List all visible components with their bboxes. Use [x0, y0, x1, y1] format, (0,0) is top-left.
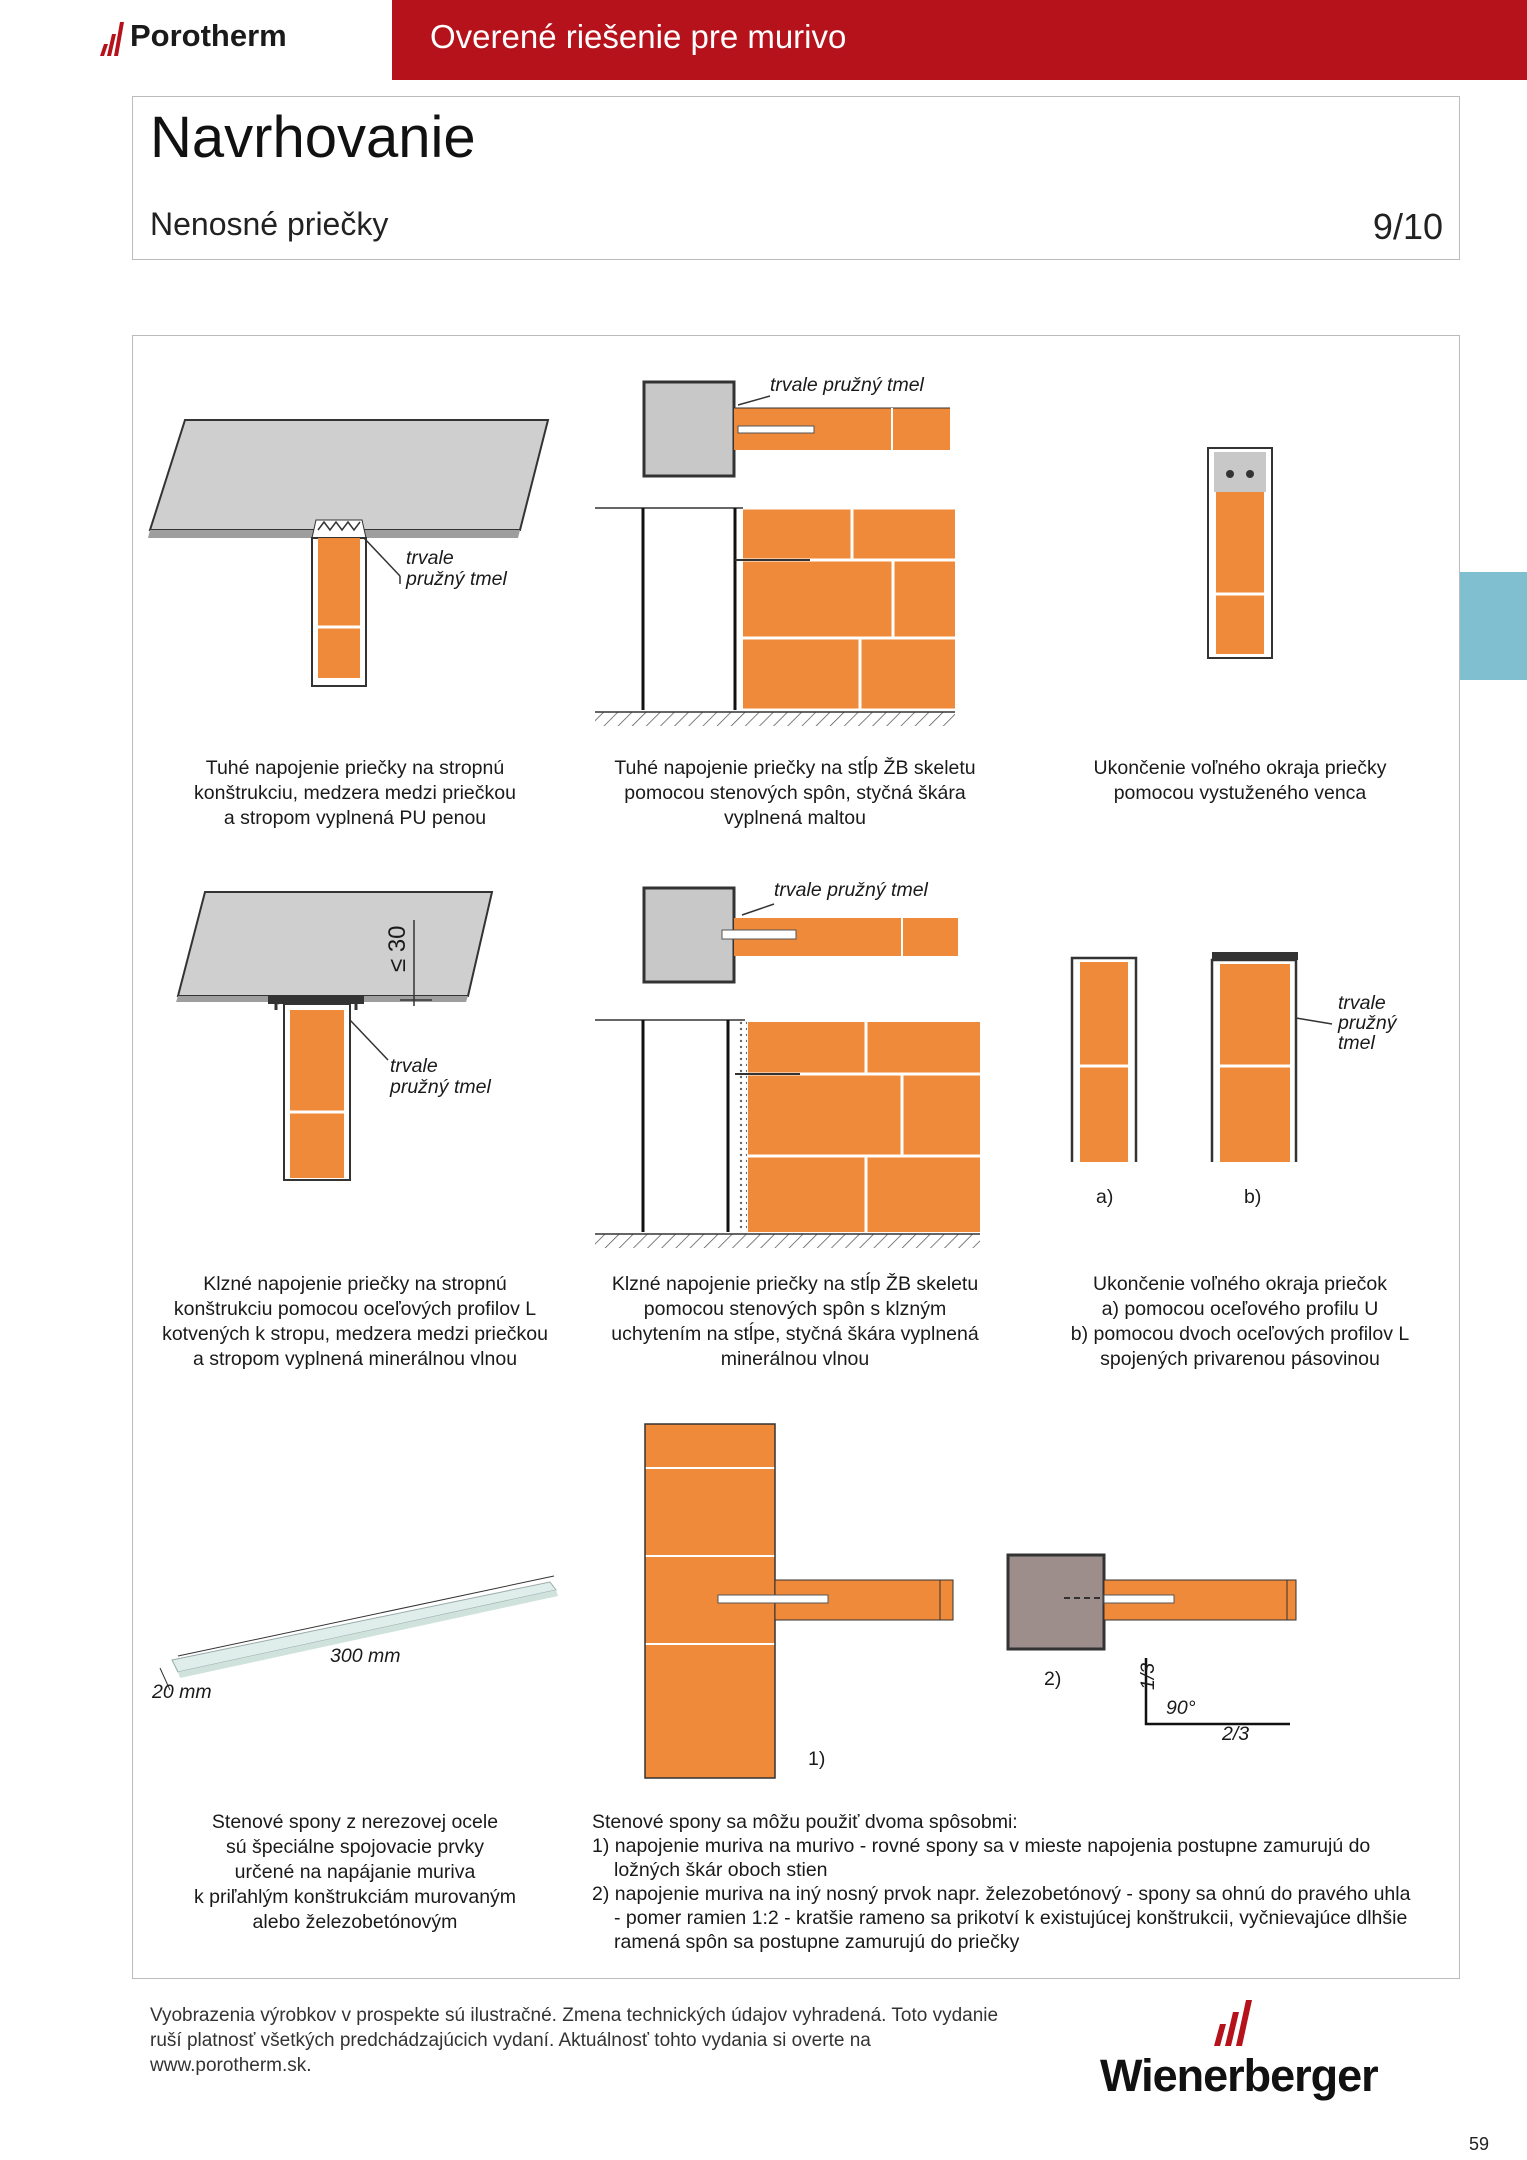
caption-line: pomocou stenových spôn s klzným	[643, 1298, 947, 1320]
caption-line: Tuhé napojenie priečky na stropnú	[205, 757, 505, 779]
label-sealant-6b: pružný	[1338, 1012, 1397, 1034]
caption-line: minerálnou vlnou	[720, 1348, 870, 1370]
usage-intro: Stenové spony sa môžu použiť dvoma spôsobmi:	[592, 1811, 1018, 1833]
caption-line: k priľahlým konštrukciám murovaným	[193, 1886, 517, 1908]
label-method-2: 2)	[1044, 1668, 1062, 1690]
usage-item-2: 2) napojenie muriva na iný nosný prvok napr. železobetónový - spony sa ohnú do pravého uhla	[592, 1883, 1411, 1905]
caption-line: pomocou stenových spôn, styčná škára	[624, 782, 966, 804]
label-sealant-5: trvale pružný tmel	[774, 879, 928, 901]
diagram-sliding-column-joint	[595, 888, 980, 1248]
caption-wall-ties	[160, 1810, 550, 1935]
caption-line: Ukončenie voľného okraja priečky	[1093, 757, 1387, 779]
caption-line: konštrukciu, medzera medzi priečkou	[194, 782, 516, 804]
label-sealant-2: trvale pružný tmel	[770, 374, 924, 396]
diagram-free-edge-ring-beam	[1208, 448, 1272, 658]
caption-line: konštrukciu pomocou oceľových profilov L	[173, 1298, 537, 1320]
page-number: 59	[1468, 2134, 1489, 2154]
diagram-wall-tie-strip	[160, 1576, 558, 1690]
label-sealant-6a: trvale	[1338, 992, 1386, 1014]
label-ratio-short: 1/3	[1137, 1662, 1159, 1690]
caption-line: Tuhé napojenie priečky na stĺp ŽB skeletu	[614, 757, 976, 779]
label-ratio-long: 2/3	[1222, 1723, 1250, 1745]
company-name: Wienerberger	[1100, 2050, 1378, 2101]
caption-rigid-ceiling	[160, 756, 550, 831]
diagram-rigid-column-joint	[595, 382, 955, 726]
diagram-free-edge-profiles	[1072, 952, 1332, 1162]
caption-line: sú špeciálne spojovacie prvky	[226, 1836, 484, 1858]
caption-line: a) pomocou oceľového profilu U	[1101, 1298, 1379, 1320]
label-gap-dimension: ≤ 30	[384, 925, 411, 972]
caption-sliding-ceiling	[145, 1272, 565, 1372]
header-tagline: Overené riešenie pre murivo	[430, 18, 847, 55]
caption-line: Stenové spony z nerezovej ocele	[211, 1811, 499, 1833]
caption-line: a stropom vyplnená minerálnou vlnou	[192, 1348, 518, 1370]
diagram-method-to-concrete	[1008, 1555, 1296, 1724]
caption-line: Klzné napojenie priečky na stĺp ŽB skeletu	[611, 1273, 979, 1295]
caption-line: pomocou vystuženého venca	[1113, 782, 1367, 804]
caption-free-edge-profiles	[1040, 1272, 1440, 1372]
usage-description	[592, 1810, 1452, 1954]
label-angle: 90°	[1166, 1697, 1196, 1719]
label-sealant-4b: pružný tmel	[390, 1076, 491, 1098]
caption-line: kotvených k stropu, medzera medzi priečkou	[162, 1323, 548, 1345]
label-variant-a: a)	[1096, 1186, 1114, 1208]
usage-item-1: 1) napojenie muriva na murivo - rovné spony sa v mieste napojenia postupne zamurujú do	[592, 1835, 1371, 1857]
label-sealant-1b: pružný tmel	[406, 568, 507, 590]
diagram-method-brick-to-brick	[645, 1424, 953, 1778]
caption-sliding-column	[580, 1272, 1010, 1372]
label-sealant-6c: tmel	[1338, 1032, 1375, 1054]
diagram-rigid-ceiling-joint	[148, 420, 548, 686]
caption-line: Ukončenie voľného okraja priečok	[1092, 1273, 1388, 1295]
brand-name: Porotherm	[130, 18, 287, 53]
caption-line: určené na napájanie muriva	[234, 1861, 476, 1883]
footer-disclaimer: Vyobrazenia výrobkov v prospekte sú ilustračné. Zmena technických údajov vyhradená. Toto vydanie ruší platnosť všetkých predchádzajúcich vydaní. Aktuálnosť tohto vydania si overte na www.porotherm.sk.	[150, 2005, 999, 2076]
caption-free-edge-beam	[1050, 756, 1430, 806]
page-title: Navrhovanie	[150, 105, 476, 170]
caption-rigid-column	[580, 756, 1010, 831]
label-sealant-4a: trvale	[390, 1055, 438, 1077]
label-length: 300 mm	[330, 1645, 401, 1667]
caption-line: uchytením na stĺpe, styčná škára vyplnená	[611, 1323, 979, 1345]
usage-item-2-cont: - pomer ramien 1:2 - kratšie rameno sa prikotví k existujúcej konštrukcii, vyčnievajúce dlhšie	[614, 1907, 1408, 1929]
caption-line: spojených privarenou pásovinou	[1100, 1348, 1380, 1370]
label-sealant-1a: trvale	[406, 547, 454, 569]
label-variant-b: b)	[1244, 1186, 1262, 1208]
caption-line: b) pomocou dvoch oceľových profilov L	[1070, 1323, 1410, 1345]
caption-line: a stropom vyplnená PU penou	[223, 807, 487, 829]
usage-item-1-cont: ložných škár oboch stien	[614, 1859, 828, 1881]
label-method-1: 1)	[808, 1748, 826, 1770]
caption-line: alebo železobetónovým	[252, 1911, 458, 1933]
usage-item-2-cont2: ramená spôn sa postupne zamurujú do priečky	[614, 1931, 1020, 1953]
label-width: 20 mm	[152, 1681, 212, 1703]
diagram-sliding-ceiling-joint	[176, 892, 492, 1180]
caption-line: vyplnená maltou	[723, 807, 866, 829]
section-page-indicator: 9/10	[1372, 206, 1443, 247]
page-subtitle: Nenosné priečky	[150, 206, 389, 242]
caption-line: Klzné napojenie priečky na stropnú	[203, 1273, 507, 1295]
